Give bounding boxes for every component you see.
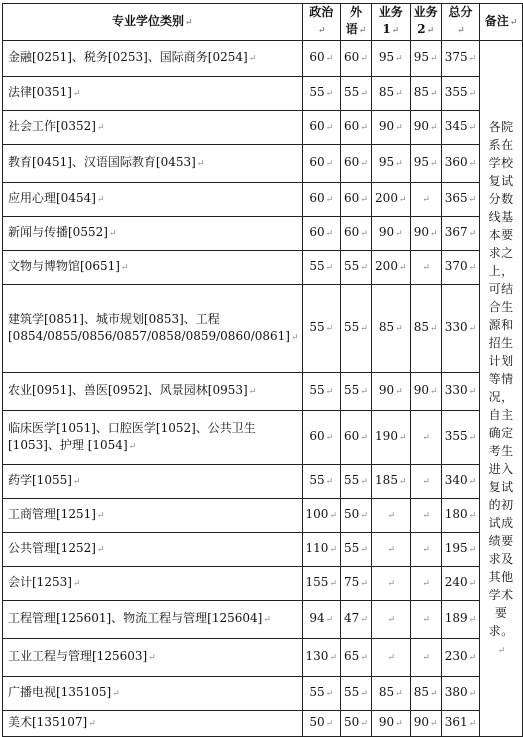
score-line-table — [2, 3, 523, 737]
cell-category: 药学[1055]↵ — [3, 465, 303, 499]
cell-notes: 各院系在学校复试分数线基本要求之上，可结合生源和招生计划等情况，自主确定考生进入复试的初试成绩要求及其他学术要求。↵ — [480, 41, 523, 737]
cell-category: 工程管理[125601]、物流工程与管理[125604]↵ — [3, 601, 303, 639]
cell-foreign: 60↵ — [341, 411, 372, 465]
table-row — [3, 499, 523, 533]
header-foreign: 外语↵ — [341, 4, 372, 41]
cell-s2: ↵ — [410, 499, 441, 533]
cell-s1: 90↵ — [371, 373, 410, 411]
table-row — [3, 183, 523, 217]
cell-politics: 60↵ — [302, 41, 340, 77]
cell-politics: 55↵ — [302, 373, 340, 411]
table-row — [3, 251, 523, 285]
header-politics: 政治↵ — [302, 4, 340, 41]
cell-foreign: 50↵ — [341, 711, 372, 737]
header-subject1: 业务 1↵ — [371, 4, 410, 41]
cell-total: 189↵ — [441, 601, 479, 639]
table-row — [3, 533, 523, 567]
cell-s1: ↵ — [371, 533, 410, 567]
cell-politics: 60↵ — [302, 111, 340, 145]
cell-s1: 95↵ — [371, 41, 410, 77]
cell-politics: 55↵ — [302, 251, 340, 285]
cell-foreign: 65↵ — [341, 639, 372, 677]
cell-s2: 85↵ — [410, 285, 441, 373]
cell-category: 会计[1253]↵ — [3, 567, 303, 601]
cell-category: 金融[0251]、税务[0253]、国际商务[0254]↵ — [3, 41, 303, 77]
table-row — [3, 711, 523, 737]
cell-s1: ↵ — [371, 499, 410, 533]
table-row — [3, 373, 523, 411]
header-total: 总分↵ — [441, 4, 479, 41]
cell-s1: ↵ — [371, 639, 410, 677]
cell-foreign: 75↵ — [341, 567, 372, 601]
cell-s2: ↵ — [410, 465, 441, 499]
cell-foreign: 55↵ — [341, 373, 372, 411]
cell-s1: 200↵ — [371, 251, 410, 285]
cell-politics: 60↵ — [302, 183, 340, 217]
score-table-container — [2, 3, 523, 737]
table-row — [3, 111, 523, 145]
table-row — [3, 77, 523, 111]
cell-total: 360↵ — [441, 145, 479, 183]
cell-category: 应用心理[0454]↵ — [3, 183, 303, 217]
cell-s2: 90↵ — [410, 711, 441, 737]
cell-foreign: 60↵ — [341, 111, 372, 145]
cell-s2: ↵ — [410, 601, 441, 639]
cell-politics: 55↵ — [302, 465, 340, 499]
cell-category: 法律[0351]↵ — [3, 77, 303, 111]
cell-category: 美术[135107]↵ — [3, 711, 303, 737]
cell-total: 195↵ — [441, 533, 479, 567]
cell-total: 367↵ — [441, 217, 479, 251]
cell-category: 社会工作[0352]↵ — [3, 111, 303, 145]
cell-s2: 95↵ — [410, 145, 441, 183]
cell-total: 365↵ — [441, 183, 479, 217]
cell-s1: 85↵ — [371, 285, 410, 373]
cell-s2: ↵ — [410, 639, 441, 677]
table-row — [3, 567, 523, 601]
cell-s1: 185↵ — [371, 465, 410, 499]
cell-politics: 100↵ — [302, 499, 340, 533]
cell-category: 公共管理[1252]↵ — [3, 533, 303, 567]
cell-category: 农业[0951]、兽医[0952]、风景园林[0953]↵ — [3, 373, 303, 411]
cell-politics: 50↵ — [302, 711, 340, 737]
cell-total: 230↵ — [441, 639, 479, 677]
table-row — [3, 285, 523, 373]
cell-s1: 85↵ — [371, 77, 410, 111]
cell-s2: 90↵ — [410, 111, 441, 145]
cell-politics: 55↵ — [302, 677, 340, 711]
cell-foreign: 60↵ — [341, 41, 372, 77]
cell-foreign: 60↵ — [341, 145, 372, 183]
cell-category: 教育[0451]、汉语国际教育[0453]↵ — [3, 145, 303, 183]
cell-s1: 200↵ — [371, 183, 410, 217]
cell-s2: ↵ — [410, 533, 441, 567]
cell-politics: 55↵ — [302, 285, 340, 373]
cell-foreign: 60↵ — [341, 217, 372, 251]
cell-s2: ↵ — [410, 411, 441, 465]
cell-total: 355↵ — [441, 77, 479, 111]
header-row — [3, 4, 523, 41]
table-row — [3, 217, 523, 251]
cell-total: 380↵ — [441, 677, 479, 711]
cell-category: 新闻与传播[0552]↵ — [3, 217, 303, 251]
cell-s1: 90↵ — [371, 711, 410, 737]
cell-s1: 85↵ — [371, 677, 410, 711]
cell-foreign: 50↵ — [341, 499, 372, 533]
cell-foreign: 55↵ — [341, 285, 372, 373]
cell-s1: ↵ — [371, 567, 410, 601]
cell-category: 文物与博物馆[0651]↵ — [3, 251, 303, 285]
cell-category: 工业工程与管理[125603]↵ — [3, 639, 303, 677]
table-row — [3, 601, 523, 639]
cell-politics: 60↵ — [302, 217, 340, 251]
cell-category: 临床医学[1051]、口腔医学[1052]、公共卫生[1053]、护理 [1054]↵ — [3, 411, 303, 465]
cell-category: 建筑学[0851]、城市规划[0853]、工程[0854/0855/0856/0857/0858/0859/0860/0861]↵ — [3, 285, 303, 373]
cell-total: 330↵ — [441, 373, 479, 411]
table-row — [3, 465, 523, 499]
cell-category: 工商管理[1251]↵ — [3, 499, 303, 533]
cell-s1: 90↵ — [371, 111, 410, 145]
cell-foreign: 55↵ — [341, 251, 372, 285]
header-category: 专业学位类别↵ — [3, 4, 303, 41]
cell-total: 240↵ — [441, 567, 479, 601]
cell-politics: 94↵ — [302, 601, 340, 639]
cell-foreign: 55↵ — [341, 533, 372, 567]
cell-s2: 85↵ — [410, 77, 441, 111]
cell-s2: 90↵ — [410, 373, 441, 411]
cell-s1: 90↵ — [371, 217, 410, 251]
cell-s2: 85↵ — [410, 677, 441, 711]
cell-foreign: 60↵ — [341, 183, 372, 217]
cell-s2: 90↵ — [410, 217, 441, 251]
cell-s2: ↵ — [410, 567, 441, 601]
cell-politics: 55↵ — [302, 77, 340, 111]
cell-foreign: 55↵ — [341, 465, 372, 499]
cell-politics: 110↵ — [302, 533, 340, 567]
table-row — [3, 639, 523, 677]
cell-total: 370↵ — [441, 251, 479, 285]
table-row — [3, 145, 523, 183]
cell-s1: 95↵ — [371, 145, 410, 183]
table-row — [3, 677, 523, 711]
cell-s2: ↵ — [410, 183, 441, 217]
cell-total: 361↵ — [441, 711, 479, 737]
table-body — [3, 41, 523, 737]
cell-foreign: 55↵ — [341, 677, 372, 711]
cell-s2: ↵ — [410, 251, 441, 285]
cell-politics: 130↵ — [302, 639, 340, 677]
cell-total: 330↵ — [441, 285, 479, 373]
cell-s1: 190↵ — [371, 411, 410, 465]
cell-foreign: 47↵ — [341, 601, 372, 639]
header-notes: 备注↵ — [480, 4, 523, 41]
cell-politics: 155↵ — [302, 567, 340, 601]
cell-s2: 95↵ — [410, 41, 441, 77]
cell-total: 180↵ — [441, 499, 479, 533]
cell-total: 375↵ — [441, 41, 479, 77]
cell-total: 340↵ — [441, 465, 479, 499]
cell-politics: 60↵ — [302, 145, 340, 183]
header-subject2: 业务 2↵ — [410, 4, 441, 41]
cell-politics: 60↵ — [302, 411, 340, 465]
table-row — [3, 411, 523, 465]
table-row — [3, 41, 523, 77]
cell-total: 345↵ — [441, 111, 479, 145]
cell-total: 355↵ — [441, 411, 479, 465]
cell-s1: ↵ — [371, 601, 410, 639]
cell-foreign: 55↵ — [341, 77, 372, 111]
cell-category: 广播电视[135105]↵ — [3, 677, 303, 711]
